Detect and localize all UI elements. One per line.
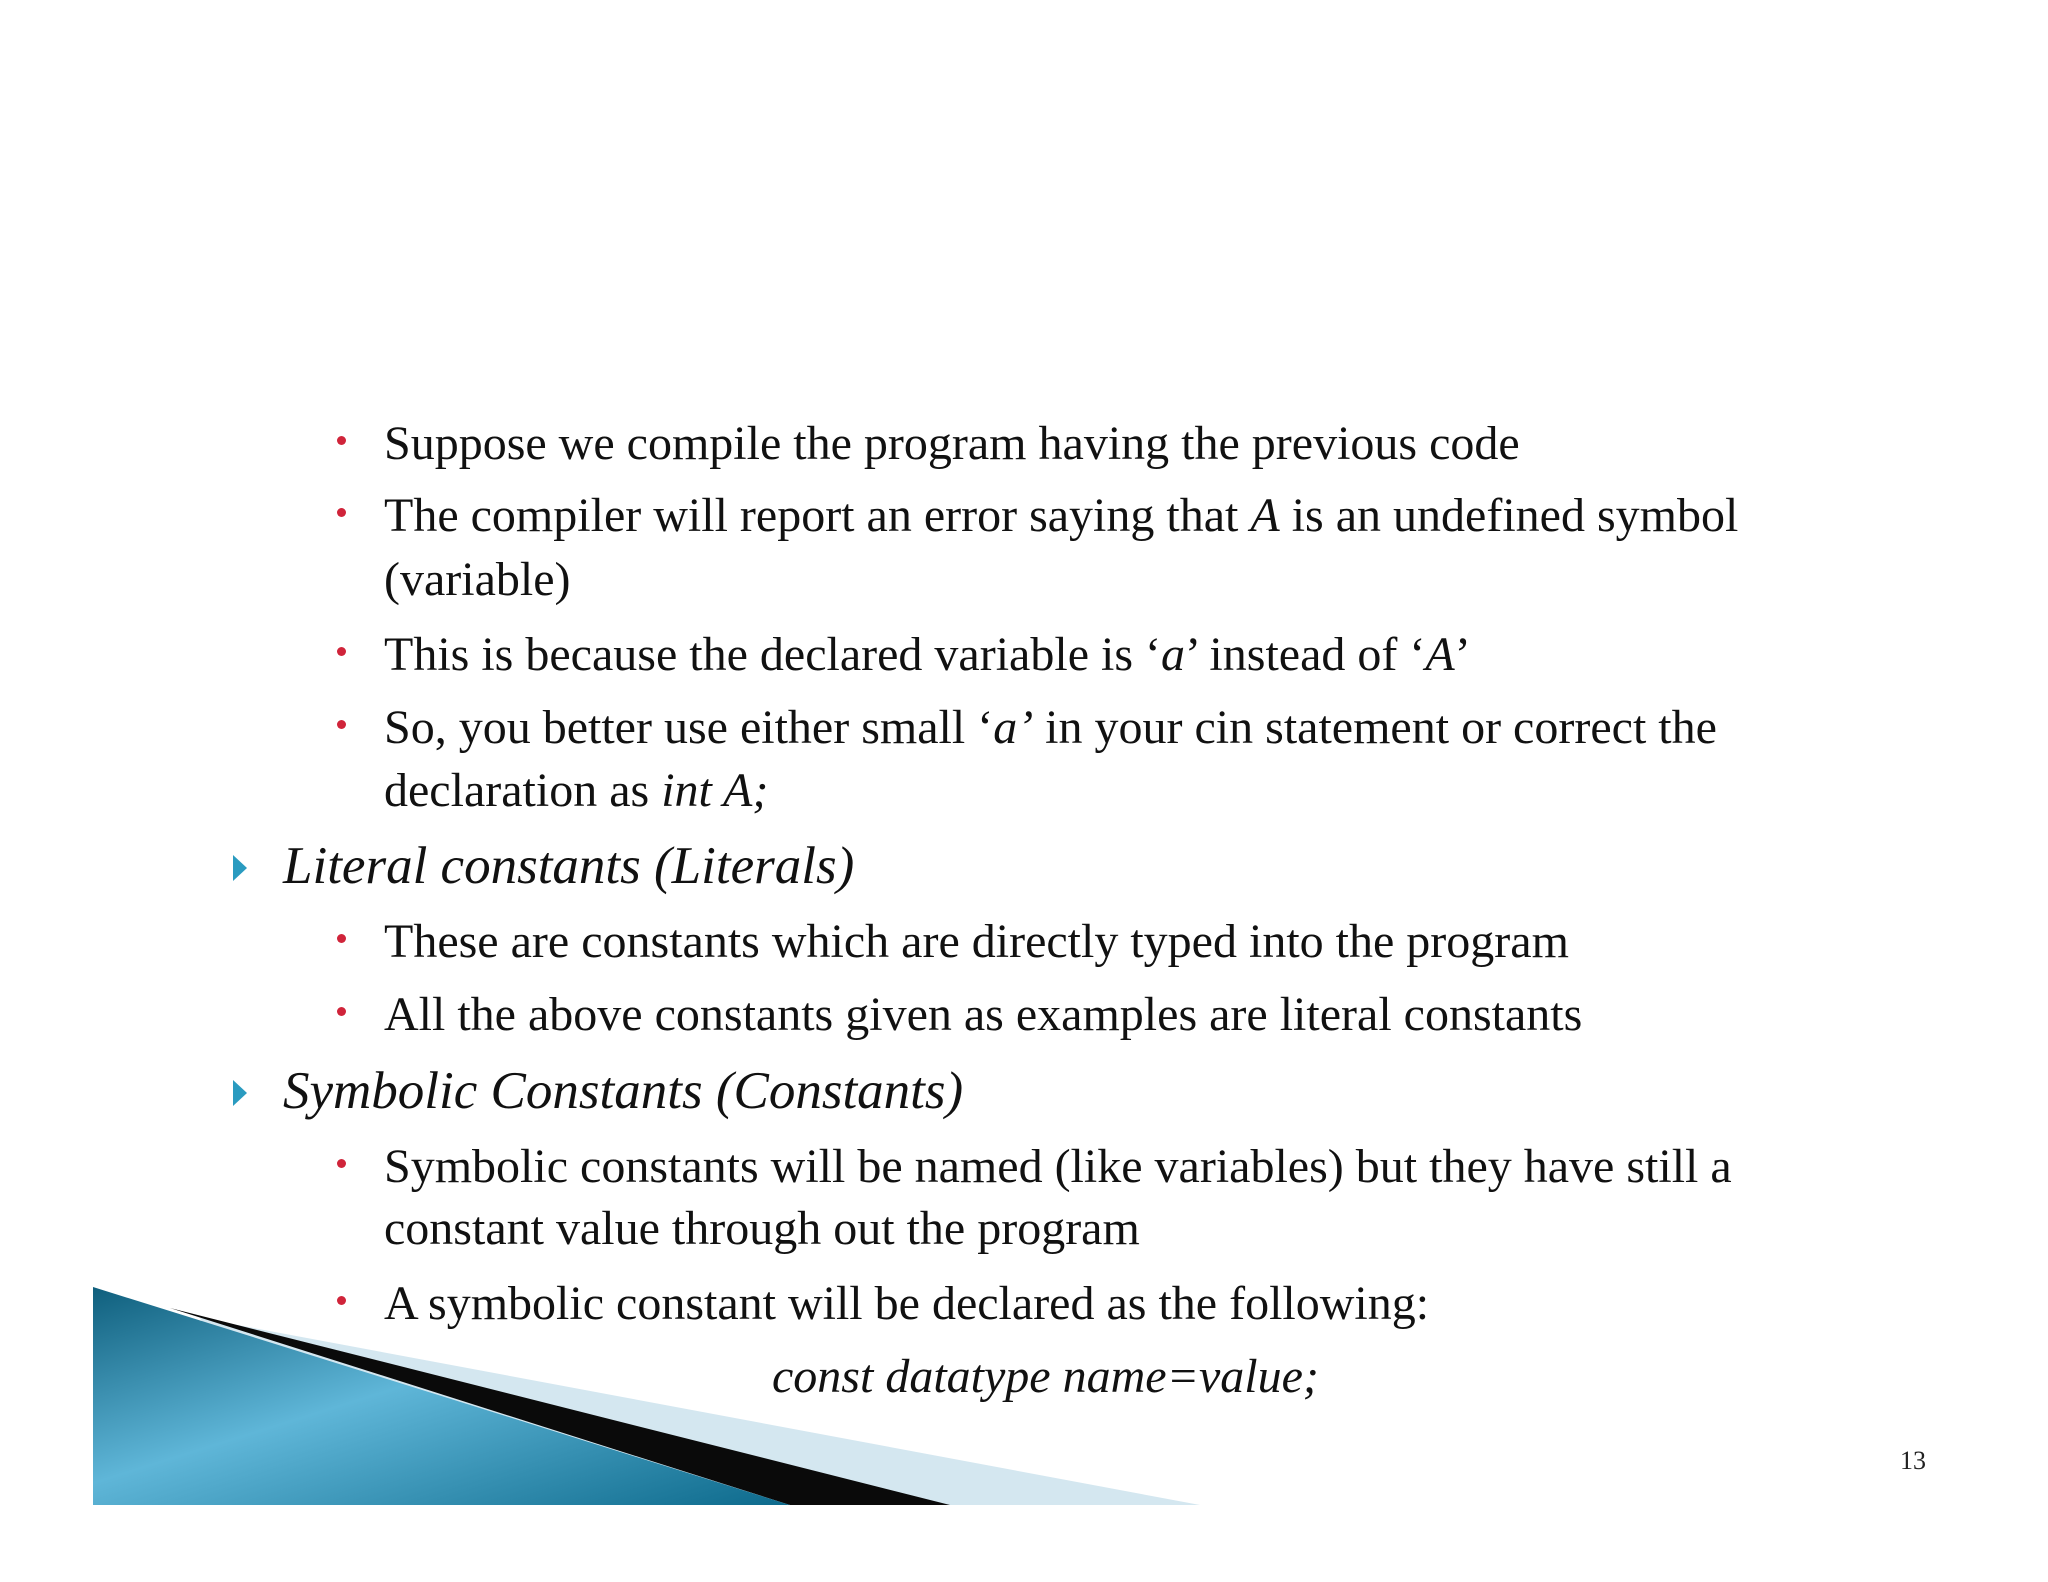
bullet-line: Suppose we compile the program having the previous code: [384, 417, 1520, 470]
page-number: 13: [1900, 1446, 1926, 1475]
bullet-line: These are constants which are directly typed into the program: [384, 915, 1569, 968]
arrow-bullet-icon: [233, 1080, 247, 1106]
bullet-line: (variable): [384, 553, 571, 606]
bullet-text-continuation: [384, 550, 571, 610]
bullet-em: int A;: [661, 764, 769, 817]
bullet-dot: [337, 1296, 346, 1305]
bullet-text-continuation: [384, 761, 768, 821]
bullet-dot: [337, 508, 346, 517]
bullet-text: [384, 1137, 1732, 1197]
bullet-line-end: is an undefined symbol: [1279, 489, 1739, 542]
bullet-dot: [337, 436, 346, 445]
bullet-text: [384, 912, 1569, 972]
bullet-line-start: The compiler will report an error saying that: [384, 489, 1251, 542]
bullet-line-end: in your cin statement or correct the: [1033, 701, 1717, 754]
bullet-line-start: So, you better use either small ‘: [384, 701, 994, 754]
bullet-dot: [337, 1007, 346, 1016]
bullet-line-start: This is because the declared variable is ‘: [384, 628, 1161, 681]
bullet-text: [384, 985, 1582, 1045]
bullet-text: [384, 1274, 1429, 1334]
bullet-line-start: declaration as: [384, 764, 662, 817]
heading-symbolic-constants: Symbolic Constants (Constants): [283, 1062, 964, 1120]
bullet-line: A symbolic constant will be declared as the following:: [384, 1277, 1430, 1330]
bullet-text: [384, 414, 1520, 474]
bullet-line-end: ’: [1454, 628, 1471, 681]
bullet-text: [384, 625, 1471, 685]
bullet-line: All the above constants given as examples are literal constants: [384, 988, 1583, 1041]
bullet-em: A: [1425, 628, 1455, 681]
bullet-em: a: [1161, 628, 1185, 681]
arrow-bullet-icon: [233, 855, 247, 881]
bullet-em: A: [1250, 489, 1280, 542]
code-example: const datatype name=value;: [772, 1350, 1319, 1403]
bullet-line: Symbolic constants will be named (like variables) but they have still a: [384, 1140, 1732, 1193]
bullet-line: constant value through out the program: [384, 1202, 1140, 1255]
bullet-text: [384, 486, 1738, 546]
bullet-dot: [337, 720, 346, 729]
bullet-text: [384, 698, 1717, 758]
bullet-dot: [337, 934, 346, 943]
heading-literal-constants: Literal constants (Literals): [283, 837, 855, 895]
bullet-line-mid: ’ instead of ‘: [1185, 628, 1426, 681]
bullet-em: a’: [993, 701, 1034, 754]
bullet-text-continuation: [384, 1199, 1140, 1259]
bullet-dot: [337, 1159, 346, 1168]
bullet-dot: [337, 647, 346, 656]
